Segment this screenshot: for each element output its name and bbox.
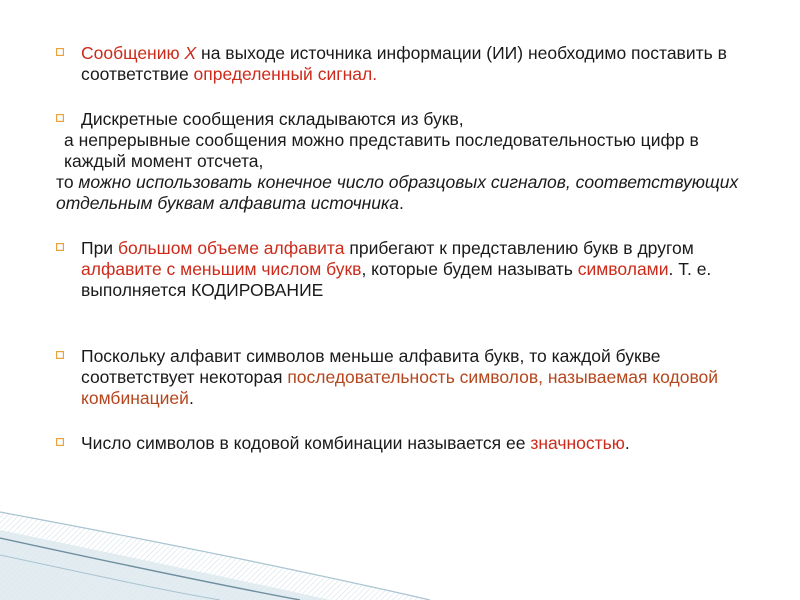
text-segment: При xyxy=(81,238,118,258)
text-segment-highlight: значностью xyxy=(530,433,625,453)
paragraph-code-valence xyxy=(56,433,756,454)
text-segment-highlight: последовательность символов, называемая кодовой комбинацией xyxy=(81,367,719,408)
text-segment: на выходе источника информации (ИИ) необходимо поставить в соответствие xyxy=(81,43,727,84)
text-segment-highlight: большом объеме алфавита xyxy=(117,238,345,258)
square-outline-bullet-icon xyxy=(56,48,64,56)
text-segment: прибегают к представлению букв в другом xyxy=(344,238,694,258)
square-outline-bullet-icon xyxy=(56,351,64,359)
text-segment-italic: Х xyxy=(184,43,197,63)
paragraph-code-combination xyxy=(56,346,756,409)
text-segment: а непрерывные сообщения можно представить последовательностью цифр в каждый момент отсчета, xyxy=(64,130,699,171)
square-outline-bullet-icon xyxy=(56,243,64,251)
text-segment-highlight: алфавите с меньшим числом букв xyxy=(81,259,362,279)
slide-body xyxy=(56,40,756,454)
square-outline-bullet-icon xyxy=(56,114,64,122)
text-segment-highlight: определенный сигнал. xyxy=(193,64,378,84)
text-segment: Дискретные сообщения складываются из букв, xyxy=(81,109,464,129)
text-segment: Сообщению xyxy=(81,43,185,63)
text-segment-highlight: символами xyxy=(577,259,669,279)
paragraph-sample-signals xyxy=(56,172,756,214)
text-segment: Поскольку алфавит символов меньше алфавита букв, то каждой букве соответствует некоторая xyxy=(81,346,661,387)
text-segment: . Т. е. выполняется КОДИРОВАНИЕ xyxy=(81,259,712,300)
square-outline-bullet-icon xyxy=(56,438,64,446)
paragraph-continuous-messages xyxy=(56,130,756,172)
decorative-wave-corner xyxy=(0,500,800,600)
text-segment: . xyxy=(399,193,404,213)
text-segment: Число символов в кодовой комбинации называется ее xyxy=(81,433,531,453)
text-segment: . xyxy=(624,433,630,453)
paragraph-discrete-messages xyxy=(56,109,756,130)
text-segment-italic: можно использовать конечное число образцовых сигналов, соответствующих отдельным буквам алфавита источника xyxy=(56,172,739,213)
text-segment: . xyxy=(188,388,194,408)
text-segment: , которые будем называть xyxy=(361,259,578,279)
paragraph-encoding xyxy=(56,238,756,301)
text-segment: то xyxy=(56,172,79,192)
paragraph-signal-mapping xyxy=(56,43,756,85)
